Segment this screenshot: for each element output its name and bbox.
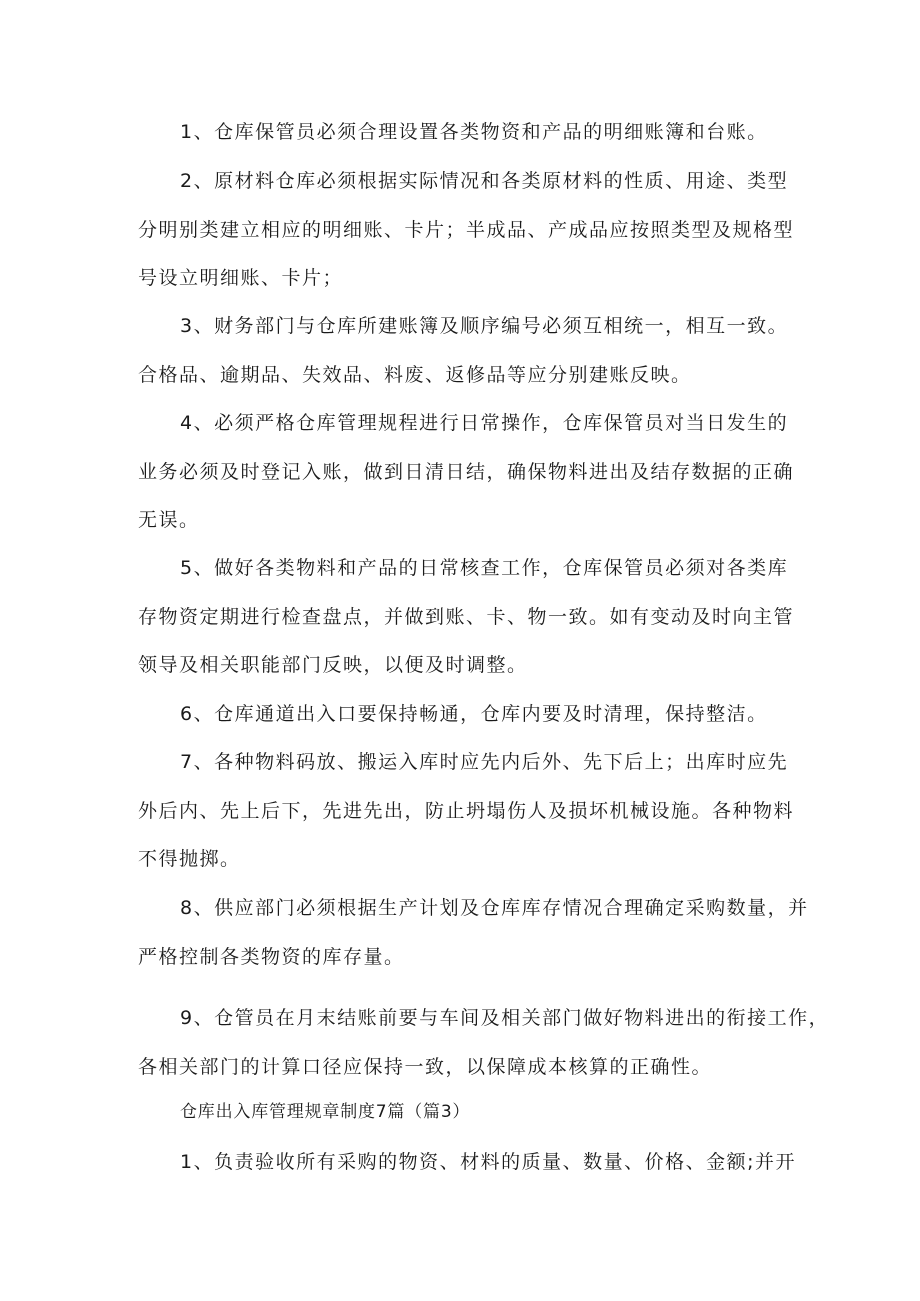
paragraph-5: [138, 544, 798, 690]
paragraph-line: 3、财务部门与仓库所建账簿及顺序编号必须互相统一，相互一致。: [180, 315, 789, 337]
paragraph-line: 各相关部门的计算口径应保持一致，以保障成本核算的正确性。: [138, 1055, 713, 1078]
paragraph-line: 5、做好各类物料和产品的日常核查工作，仓库保管员必须对各类库: [180, 557, 789, 579]
paragraph-6: [138, 690, 798, 739]
paragraph-line: 6、仓库通道出入口要保持畅通，仓库内要及时清理，保持整洁。: [180, 703, 768, 725]
paragraph-line: 无误。: [138, 509, 200, 531]
paragraph-line: 1、负责验收所有采购的物资、材料的质量、数量、价格、金额;并开: [180, 1151, 796, 1173]
paragraph-line: 合格品、逾期品、失效品、料废、返修品等应分别建账反映。: [138, 363, 692, 386]
paragraph-line: 严格控制各类物资的库存量。: [138, 945, 405, 968]
paragraph-line: 分明别类建立相应的明细账、卡片；半成品、产成品应按照类型及规格型: [138, 218, 795, 241]
paragraph-line: 外后内、先上后下，先进先出，防止坍塌伤人及损坏机械设施。各种物料: [138, 799, 795, 822]
section-heading: 仓库出入库管理规章制度7篇（篇3）: [180, 1102, 471, 1122]
paragraph-line: 存物资定期进行检查盘点，并做到账、卡、物一致。如有变动及时向主管: [138, 605, 795, 628]
paragraph-line: 7、各种物料码放、搬运入库时应先内后外、先下后上；出库时应先: [180, 751, 789, 773]
paragraph-3: [138, 302, 798, 399]
paragraph-8: [138, 884, 809, 981]
paragraph-2: [138, 157, 798, 303]
paragraph-line: 8、供应部门必须根据生产计划及仓库库存情况合理确定采购数量，并: [180, 897, 809, 919]
paragraph-line: 不得抛掷。: [138, 848, 241, 870]
paragraph-line: 4、必须严格仓库管理规程进行日常操作，仓库保管员对当日发生的: [180, 412, 789, 434]
paragraph-line: 业务必须及时登记入账，做到日清日结，确保物料进出及结存数据的正确: [138, 460, 795, 483]
paragraph-line: 1、仓库保管员必须合理设置各类物资和产品的明细账簿和台账。: [180, 121, 768, 143]
paragraph-9: [138, 994, 830, 1091]
paragraph-4: [138, 399, 798, 545]
paragraph-1: [138, 108, 798, 157]
paragraph-7: [138, 738, 798, 884]
paragraph-final: [138, 1138, 798, 1187]
paragraph-line: 号设立明细账、卡片；: [138, 267, 344, 289]
paragraph-line: 9、仓管员在月末结账前要与车间及相关部门做好物料进出的衔接工作，: [180, 1007, 830, 1029]
paragraph-line: 领导及相关职能部门反映，以便及时调整。: [138, 654, 528, 676]
paragraph-line: 2、原材料仓库必须根据实际情况和各类原材料的性质、用途、类型: [180, 170, 789, 192]
